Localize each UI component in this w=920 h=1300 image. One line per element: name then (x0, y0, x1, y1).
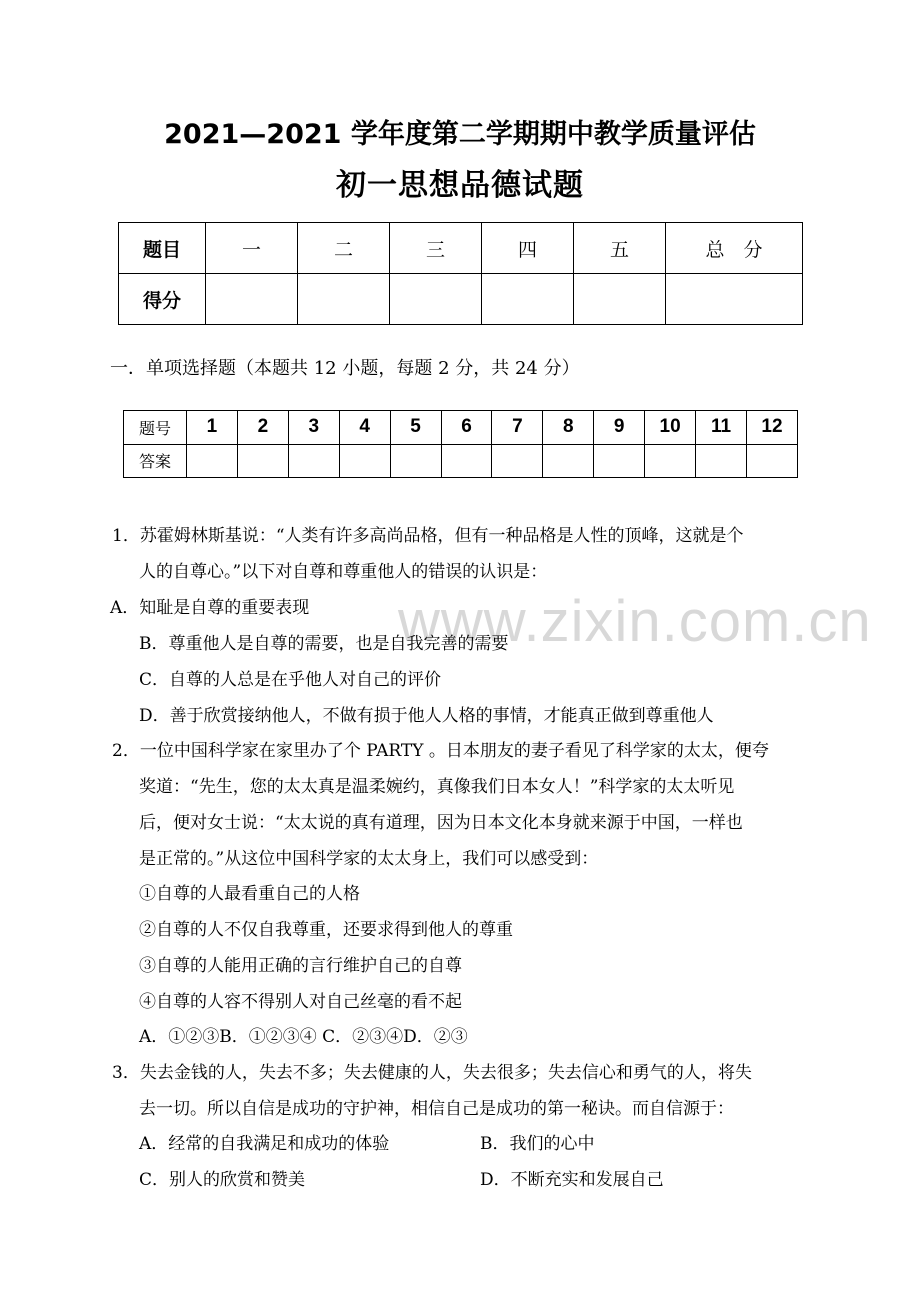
score-header-cell: 四 (482, 223, 574, 274)
score-cell[interactable] (482, 274, 574, 325)
answer-cell[interactable] (441, 444, 492, 478)
q1-option-a: A．知耻是自尊的重要表现 (110, 598, 310, 618)
answer-cell[interactable] (390, 444, 441, 478)
q2-options: A．①②③B．①②③④ C．②③④D．②③ (139, 1027, 468, 1047)
q2-stem-line3: 后，便对女士说：“太太说的真有道理，因为日本文化本身就来源于中国，一样也 (139, 813, 743, 833)
answer-table (123, 410, 798, 478)
score-cell[interactable] (206, 274, 298, 325)
answer-cell[interactable] (696, 444, 747, 478)
question-number: 7 (492, 411, 543, 445)
question-number: 5 (390, 411, 441, 445)
question-number: 4 (339, 411, 390, 445)
q2-stem-line1: 2．一位中国科学家在家里办了个 PARTY 。日本朋友的妻子看见了科学家的太太，便夸 (112, 741, 769, 761)
score-header-cell: 三 (390, 223, 482, 274)
q2-statement-3: ③自尊的人能用正确的言行维护自己的自尊 (139, 956, 462, 976)
question-number: 2 (237, 411, 288, 445)
answer-cell[interactable] (492, 444, 543, 478)
q2-stem-line2: 奖道：“先生，您的太太真是温柔婉约，真像我们日本女人！”科学家的太太听见 (139, 777, 735, 797)
score-cell[interactable] (298, 274, 390, 325)
section-heading: 一．单项选择题（本题共 12 小题，每题 2 分，共 24 分） (110, 358, 580, 379)
q3-option-b: B．我们的心中 (480, 1134, 595, 1154)
watermark: www.zixin.com.cn (398, 589, 872, 654)
score-cell[interactable] (574, 274, 666, 325)
exam-subtitle: 初一思想品德试题 (336, 168, 584, 203)
question-number: 1 (187, 411, 238, 445)
score-header-cell: 五 (574, 223, 666, 274)
score-header-cell: 总 分 (666, 223, 803, 274)
q1-stem-line2: 人的自尊心。”以下对自尊和尊重他人的错误的认识是： (139, 562, 548, 582)
answer-cell[interactable] (645, 444, 696, 478)
score-cell[interactable] (666, 274, 803, 325)
q2-statement-4: ④自尊的人容不得别人对自己丝毫的看不起 (139, 992, 462, 1012)
q2-stem-line4: 是正常的。”从这位中国科学家的太太身上，我们可以感受到： (139, 849, 599, 869)
q2-statement-1: ①自尊的人最看重自己的人格 (139, 884, 360, 904)
answer-cell[interactable] (543, 444, 594, 478)
answer-cell[interactable] (339, 444, 390, 478)
answer-row (124, 444, 798, 478)
answer-row-label: 答案 (124, 444, 187, 478)
q1-option-b: B．尊重他人是自尊的需要，也是自我完善的需要 (139, 634, 509, 654)
question-number: 9 (594, 411, 645, 445)
score-cell[interactable] (390, 274, 482, 325)
score-table (118, 222, 803, 325)
answer-number-row (124, 411, 798, 445)
q3-option-d: D．不断充实和发展自己 (480, 1170, 664, 1190)
q3-option-a: A．经常的自我满足和成功的体验 (139, 1134, 390, 1154)
question-number: 3 (288, 411, 339, 445)
answer-cell[interactable] (594, 444, 645, 478)
answer-cell[interactable] (746, 444, 797, 478)
question-number: 6 (441, 411, 492, 445)
question-number: 8 (543, 411, 594, 445)
q3-option-c: C．别人的欣赏和赞美 (139, 1170, 306, 1190)
q3-stem-line2: 去一切。所以自信是成功的守护神，相信自己是成功的第一秘诀。而自信源于： (139, 1099, 734, 1119)
score-header-cell: 一 (206, 223, 298, 274)
q1-option-c: C．自尊的人总是在乎他人对自己的评价 (139, 670, 442, 690)
answer-row-label: 题号 (124, 411, 187, 445)
score-table-header-row (119, 223, 803, 274)
score-header-cell: 二 (298, 223, 390, 274)
question-number: 10 (645, 411, 696, 445)
exam-title: 2021—2021 学年度第二学期期中教学质量评估 (164, 119, 756, 150)
score-table-score-row (119, 274, 803, 325)
question-number: 12 (746, 411, 797, 445)
q1-option-d: D．善于欣赏接纳他人，不做有损于他人人格的事情，才能真正做到尊重他人 (139, 706, 714, 726)
answer-cell[interactable] (288, 444, 339, 478)
q2-statement-2: ②自尊的人不仅自我尊重，还要求得到他人的尊重 (139, 920, 513, 940)
score-header-cell: 题目 (119, 223, 206, 274)
question-number: 11 (696, 411, 747, 445)
q1-stem-line1: 1．苏霍姆林斯基说：“人类有许多高尚品格，但有一种品格是人性的顶峰，这就是个 (112, 526, 744, 546)
answer-cell[interactable] (187, 444, 238, 478)
answer-cell[interactable] (237, 444, 288, 478)
q3-stem-line1: 3．失去金钱的人，失去不多；失去健康的人，失去很多；失去信心和勇气的人，将失 (112, 1063, 752, 1083)
score-row-label: 得分 (119, 274, 206, 325)
